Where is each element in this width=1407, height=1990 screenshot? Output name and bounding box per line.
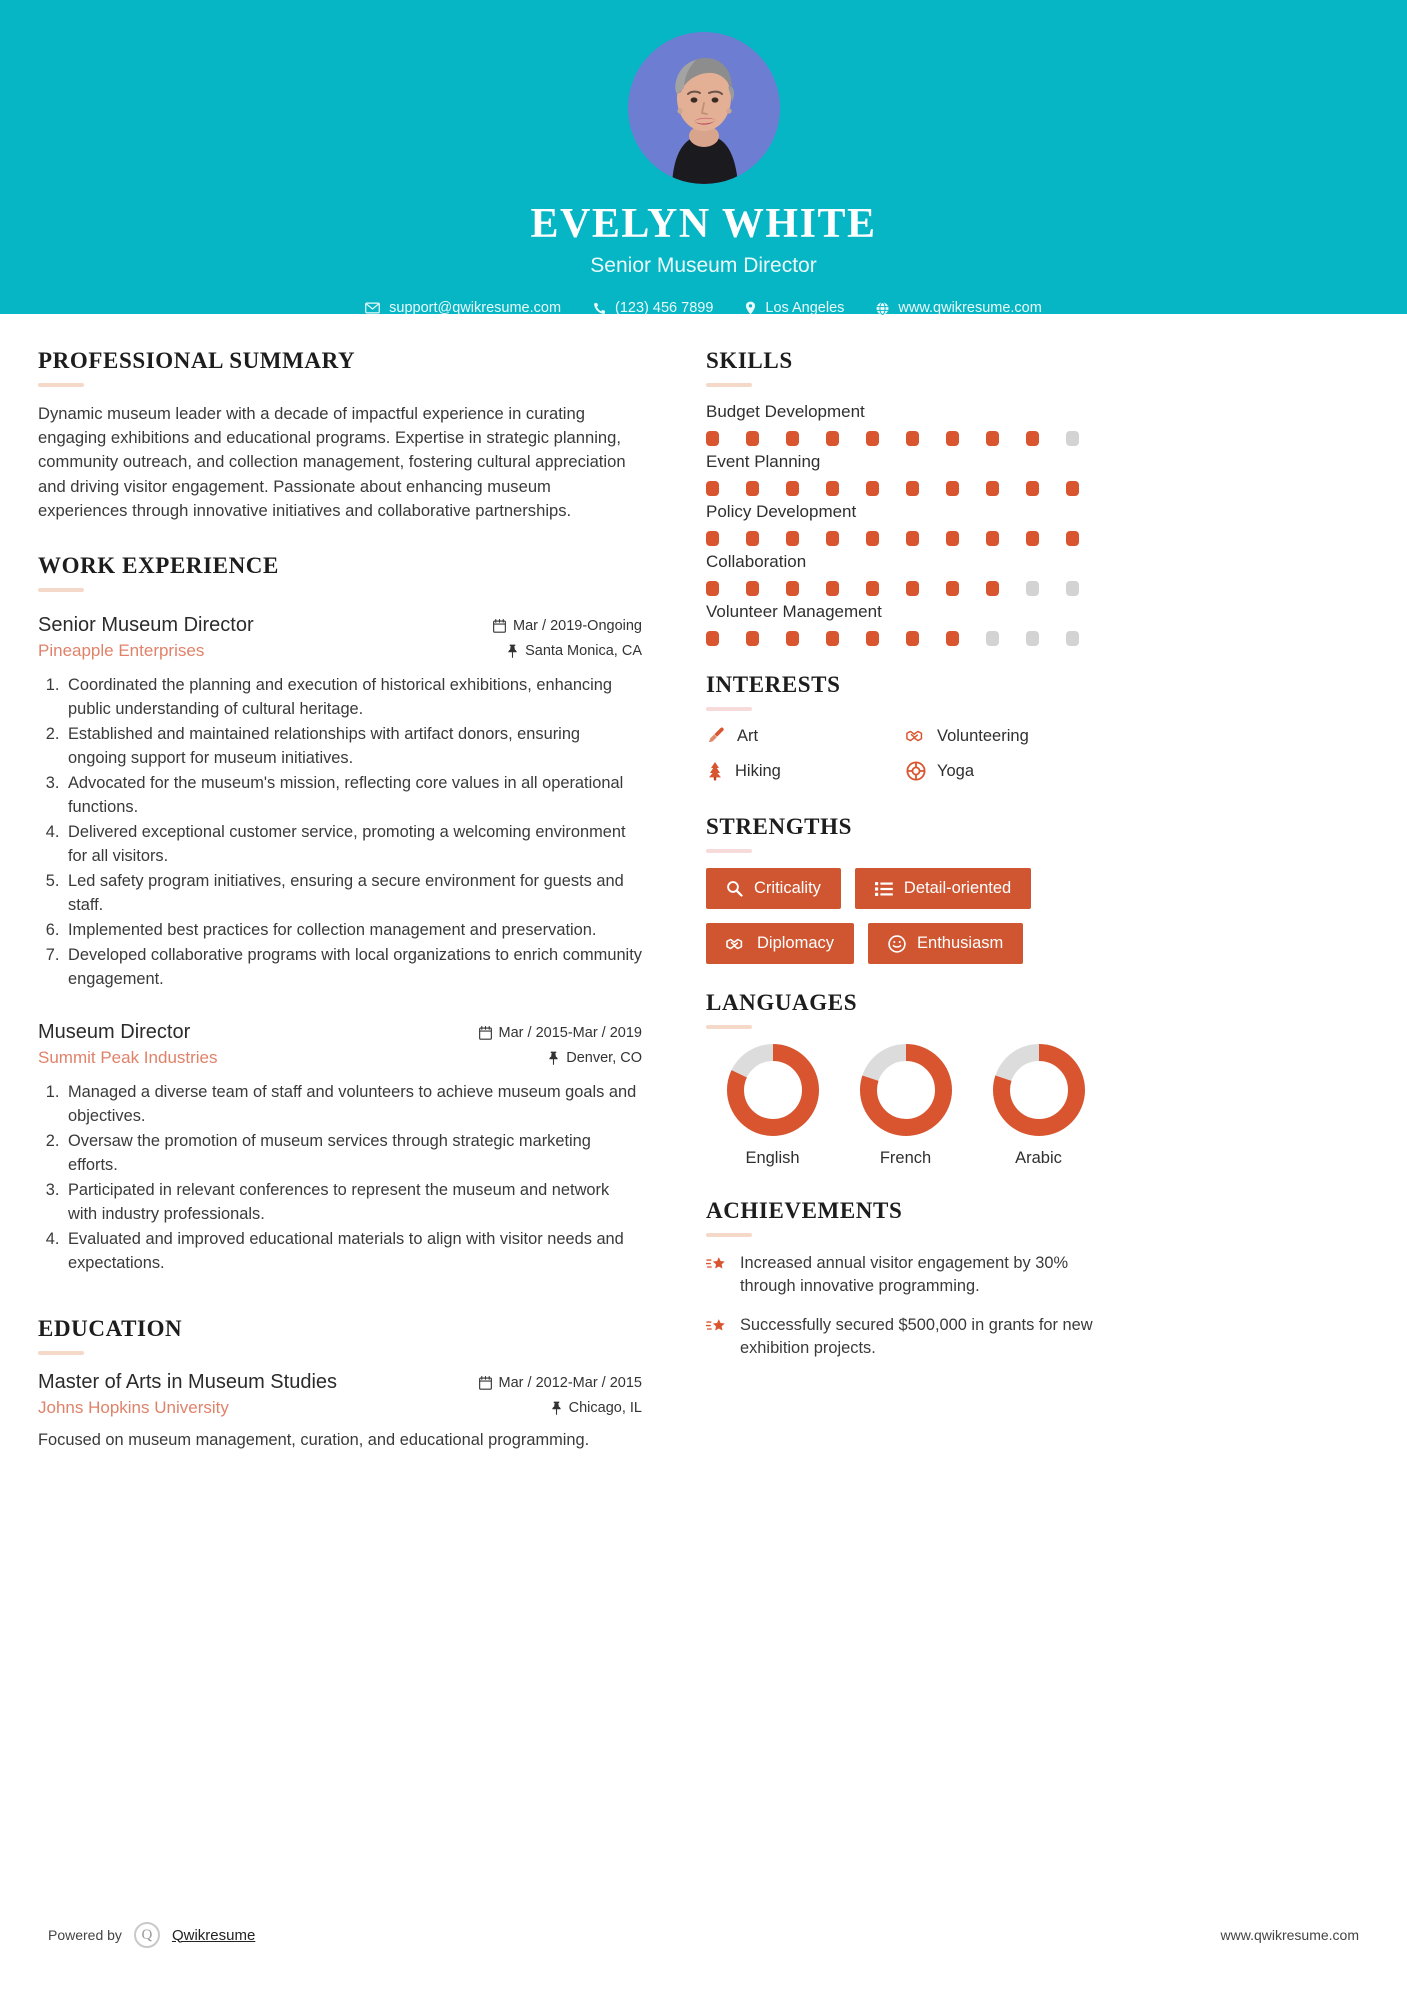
language-donut-chart bbox=[993, 1044, 1085, 1136]
skill-dot-filled bbox=[746, 481, 759, 496]
contact-email[interactable] bbox=[365, 300, 577, 316]
skill-label: Event Planning bbox=[706, 452, 821, 471]
skill-dot-filled bbox=[866, 481, 879, 496]
experience-title: Senior Museum Director bbox=[38, 614, 254, 637]
strength-label: Diplomacy bbox=[757, 934, 835, 952]
experience-location-text: Denver, CO bbox=[566, 1050, 642, 1067]
page-footer bbox=[0, 1922, 1407, 1948]
skill-dot-filled bbox=[1026, 531, 1039, 546]
list-item: 4. Delivered exceptional customer service, promoting a welcoming environment for all visitors. bbox=[64, 821, 642, 869]
experience-bullet-list bbox=[38, 1081, 642, 1276]
strength-label: Detail-oriented bbox=[903, 879, 1012, 897]
list-item: 4. Evaluated and improved educational materials to align with visitor needs and expectations. bbox=[64, 1228, 642, 1276]
skill-item bbox=[706, 602, 1106, 646]
experience-bullet-list bbox=[38, 674, 642, 991]
education-entry bbox=[38, 1371, 642, 1453]
section-rule bbox=[38, 588, 84, 592]
achievement-item bbox=[706, 1252, 1106, 1298]
skill-dot-empty bbox=[1066, 431, 1079, 446]
skill-dot-filled bbox=[946, 631, 959, 646]
skill-dot-filled bbox=[866, 631, 879, 646]
skill-dot-filled bbox=[906, 431, 919, 446]
calendar-icon bbox=[493, 619, 506, 633]
skill-dot-filled bbox=[906, 581, 919, 596]
language-label: Arabic bbox=[1015, 1149, 1062, 1167]
strength-chip-criticality bbox=[706, 868, 841, 909]
skill-rating-dots bbox=[706, 581, 1106, 596]
section-rule bbox=[706, 1025, 752, 1029]
resume-body bbox=[0, 314, 1407, 1453]
experience-dates bbox=[479, 1025, 642, 1041]
skill-dot-filled bbox=[986, 581, 999, 596]
skill-dot-filled bbox=[906, 631, 919, 646]
skill-dot-filled bbox=[746, 431, 759, 446]
education-school: Johns Hopkins University bbox=[38, 1398, 229, 1418]
contact-website-text: www.qwikresume.com bbox=[898, 300, 1042, 317]
list-item: 6. Implemented best practices for collection management and preservation. bbox=[64, 919, 642, 943]
experience-organization: Summit Peak Industries bbox=[38, 1048, 218, 1068]
contact-phone[interactable] bbox=[577, 300, 729, 316]
list-item: 5. Led safety program initiatives, ensuring a secure environment for guests and staff. bbox=[64, 870, 642, 918]
powered-by-label: Powered by bbox=[48, 1927, 122, 1943]
list-item: 1. Managed a diverse team of staff and volunteers to achieve museum goals and objectives. bbox=[64, 1081, 642, 1129]
paintbrush-icon bbox=[706, 726, 726, 746]
skill-dot-filled bbox=[706, 531, 719, 546]
section-education-head bbox=[38, 1316, 642, 1355]
list-item: 7. Developed collaborative programs with local organizations to enrich community engagement. bbox=[64, 944, 642, 992]
interest-label: Hiking bbox=[735, 761, 781, 780]
handshake-icon bbox=[726, 935, 746, 953]
skill-label: Collaboration bbox=[706, 552, 807, 571]
skill-dot-filled bbox=[786, 631, 799, 646]
contact-email-text: support@qwikresume.com bbox=[389, 300, 562, 317]
globe-icon bbox=[876, 302, 889, 315]
qwikresume-logo-icon: Q bbox=[134, 1922, 160, 1948]
star-burst-icon bbox=[706, 1252, 728, 1275]
section-title-achievements: ACHIEVEMENTS bbox=[706, 1198, 903, 1223]
experience-location-text: Santa Monica, CA bbox=[525, 643, 642, 660]
strength-label: Criticality bbox=[754, 879, 821, 897]
achievements-list bbox=[706, 1252, 1106, 1360]
pushpin-icon bbox=[551, 1401, 562, 1415]
skill-dot-filled bbox=[946, 431, 959, 446]
section-title-education: EDUCATION bbox=[38, 1316, 183, 1342]
interest-item-volunteering bbox=[906, 726, 1106, 746]
experience-location bbox=[493, 643, 642, 659]
strength-chip-diplomacy bbox=[706, 923, 854, 964]
skill-dot-empty bbox=[1026, 581, 1039, 596]
interest-label: Art bbox=[737, 726, 759, 745]
smiley-icon bbox=[888, 935, 906, 953]
list-item: 3. Participated in relevant conferences to represent the museum and network with industry professionals. bbox=[64, 1179, 642, 1227]
section-rule bbox=[706, 1233, 752, 1237]
list-icon bbox=[875, 881, 893, 897]
skill-dot-filled bbox=[866, 431, 879, 446]
section-rule bbox=[38, 383, 84, 387]
skill-rating-dots bbox=[706, 431, 1106, 446]
envelope-icon bbox=[365, 302, 380, 314]
contact-bar bbox=[365, 300, 1042, 316]
calendar-icon bbox=[479, 1026, 492, 1040]
star-burst-icon bbox=[706, 1314, 728, 1337]
language-donut-chart bbox=[860, 1044, 952, 1136]
experience-entry bbox=[38, 614, 642, 991]
calendar-icon bbox=[479, 1376, 492, 1390]
section-rule bbox=[706, 383, 752, 387]
language-label: English bbox=[745, 1149, 800, 1167]
education-dates bbox=[479, 1375, 642, 1391]
skill-item bbox=[706, 402, 1106, 446]
section-title-strengths: STRENGTHS bbox=[706, 814, 853, 839]
experience-dates-text: Mar / 2015-Mar / 2019 bbox=[498, 1025, 642, 1042]
skill-dot-empty bbox=[1066, 581, 1079, 596]
section-professional-summary-head bbox=[38, 348, 642, 387]
skill-dot-empty bbox=[1066, 631, 1079, 646]
languages-list bbox=[706, 1044, 1106, 1168]
pushpin-icon bbox=[507, 644, 518, 658]
skill-dot-filled bbox=[986, 431, 999, 446]
section-languages-head bbox=[706, 990, 1106, 1029]
language-label: French bbox=[879, 1149, 932, 1167]
contact-phone-text: (123) 456 7899 bbox=[615, 300, 714, 317]
skill-dot-filled bbox=[1066, 531, 1079, 546]
skills-list bbox=[706, 402, 1106, 646]
contact-location[interactable] bbox=[729, 300, 860, 316]
section-skills-head bbox=[706, 348, 1106, 387]
tree-icon bbox=[706, 761, 724, 781]
language-item bbox=[706, 1044, 839, 1168]
skill-label: Volunteer Management bbox=[706, 602, 882, 621]
section-title-skills: SKILLS bbox=[706, 348, 793, 373]
skill-dot-filled bbox=[706, 581, 719, 596]
skill-label: Policy Development bbox=[706, 502, 857, 521]
skill-dot-filled bbox=[826, 531, 839, 546]
skill-dot-filled bbox=[1066, 481, 1079, 496]
right-column bbox=[706, 348, 1106, 1376]
contact-location-text: Los Angeles bbox=[765, 300, 845, 317]
skill-rating-dots bbox=[706, 481, 1106, 496]
skill-item bbox=[706, 452, 1106, 496]
map-pin-icon bbox=[745, 301, 756, 315]
skill-dot-filled bbox=[866, 581, 879, 596]
section-rule bbox=[706, 849, 752, 853]
experience-title: Museum Director bbox=[38, 1021, 191, 1044]
contact-website[interactable] bbox=[860, 300, 1041, 316]
achievement-item bbox=[706, 1314, 1106, 1360]
skill-dot-filled bbox=[866, 531, 879, 546]
qwikresume-brand-link[interactable]: Qwikresume bbox=[171, 1926, 256, 1944]
skill-dot-filled bbox=[906, 531, 919, 546]
skill-dot-filled bbox=[946, 581, 959, 596]
handshake-icon bbox=[906, 726, 926, 746]
job-role-subtitle: Senior Museum Director bbox=[590, 254, 817, 278]
section-title-professional-summary: PROFESSIONAL SUMMARY bbox=[38, 348, 356, 373]
skill-dot-filled bbox=[826, 431, 839, 446]
skill-dot-filled bbox=[786, 431, 799, 446]
skill-label: Budget Development bbox=[706, 402, 865, 421]
skill-dot-filled bbox=[946, 531, 959, 546]
avatar bbox=[628, 32, 780, 184]
skill-dot-filled bbox=[1026, 481, 1039, 496]
skill-dot-filled bbox=[746, 631, 759, 646]
experience-organization: Pineapple Enterprises bbox=[38, 641, 205, 661]
list-item: 2. Established and maintained relationships with artifact donors, ensuring ongoing support for museum initiatives. bbox=[64, 723, 642, 771]
strengths-list bbox=[706, 868, 1106, 964]
skill-dot-filled bbox=[826, 481, 839, 496]
skill-dot-filled bbox=[826, 631, 839, 646]
skill-dot-filled bbox=[746, 581, 759, 596]
experience-entry bbox=[38, 1021, 642, 1276]
skill-dot-filled bbox=[826, 581, 839, 596]
experience-dates bbox=[493, 618, 642, 634]
section-strengths-head bbox=[706, 814, 1106, 853]
left-column bbox=[38, 348, 642, 1453]
education-description: Focused on museum management, curation, and educational programming. bbox=[38, 1431, 590, 1450]
list-item: 1. Coordinated the planning and execution of historical exhibitions, enhancing public understanding of cultural heritage. bbox=[64, 674, 642, 722]
skill-dot-filled bbox=[946, 481, 959, 496]
pushpin-icon bbox=[548, 1051, 559, 1065]
skill-item bbox=[706, 552, 1106, 596]
skill-dot-filled bbox=[706, 431, 719, 446]
search-icon bbox=[726, 880, 743, 897]
skill-dot-filled bbox=[786, 481, 799, 496]
interest-label: Volunteering bbox=[937, 726, 1029, 745]
skill-dot-filled bbox=[986, 531, 999, 546]
section-rule bbox=[38, 1351, 84, 1355]
language-donut-chart bbox=[727, 1044, 819, 1136]
interest-label: Yoga bbox=[937, 761, 975, 780]
strength-label: Enthusiasm bbox=[917, 934, 1004, 952]
education-location bbox=[479, 1400, 642, 1416]
interests-list bbox=[706, 726, 1106, 796]
footer-website[interactable]: www.qwikresume.com bbox=[1220, 1927, 1359, 1943]
section-work-experience-head bbox=[38, 553, 642, 592]
experience-location bbox=[479, 1050, 642, 1066]
page-title: EVELYN WHITE bbox=[530, 201, 877, 247]
interest-item-hiking bbox=[706, 761, 906, 781]
skill-dot-filled bbox=[706, 481, 719, 496]
interest-item-yoga bbox=[906, 761, 1106, 781]
section-title-work-experience: WORK EXPERIENCE bbox=[38, 553, 279, 579]
interest-item-art bbox=[706, 726, 906, 746]
section-title-languages: LANGUAGES bbox=[706, 990, 858, 1015]
section-interests-head bbox=[706, 672, 1106, 711]
powered-by bbox=[48, 1922, 255, 1948]
experience-dates-text: Mar / 2019-Ongoing bbox=[513, 618, 642, 635]
skill-rating-dots bbox=[706, 631, 1106, 646]
education-degree: Master of Arts in Museum Studies bbox=[38, 1371, 338, 1394]
education-dates-text: Mar / 2012-Mar / 2015 bbox=[498, 1375, 642, 1392]
professional-summary-text: Dynamic museum leader with a decade of impactful experience in curating engaging exhibitions and educational programs. Expertise in strategic planning, community outreach, and collection management, fostering cultural appreciation and driving visitor engagement. Passionate about enhancing museum experiences through innovative initiatives and collaborative partnerships. bbox=[38, 404, 626, 520]
language-item bbox=[972, 1044, 1105, 1168]
list-item: 3. Advocated for the museum's mission, reflecting core values in all operational functions. bbox=[64, 772, 642, 820]
skill-dot-filled bbox=[786, 531, 799, 546]
achievement-text: Increased annual visitor engagement by 30% through innovative programming. bbox=[740, 1254, 1069, 1295]
skill-dot-filled bbox=[986, 481, 999, 496]
skill-dot-filled bbox=[1026, 431, 1039, 446]
skill-dot-filled bbox=[746, 531, 759, 546]
skill-dot-empty bbox=[1026, 631, 1039, 646]
skill-dot-filled bbox=[906, 481, 919, 496]
skill-dot-filled bbox=[786, 581, 799, 596]
lifebuoy-icon bbox=[906, 761, 926, 781]
skill-dot-filled bbox=[706, 631, 719, 646]
section-title-interests: INTERESTS bbox=[706, 672, 841, 697]
education-location-text: Chicago, IL bbox=[568, 1400, 642, 1417]
section-rule bbox=[706, 707, 752, 711]
skill-dot-empty bbox=[986, 631, 999, 646]
resume-header bbox=[0, 0, 1407, 317]
section-achievements-head bbox=[706, 1198, 1106, 1237]
phone-icon bbox=[593, 302, 606, 315]
list-item: 2. Oversaw the promotion of museum services through strategic marketing efforts. bbox=[64, 1130, 642, 1178]
achievement-text: Successfully secured $500,000 in grants for new exhibition projects. bbox=[740, 1315, 1093, 1357]
skill-item bbox=[706, 502, 1106, 546]
strength-chip-detail-oriented bbox=[855, 868, 1031, 909]
strength-chip-enthusiasm bbox=[868, 923, 1023, 964]
language-item bbox=[839, 1044, 972, 1168]
skill-rating-dots bbox=[706, 531, 1106, 546]
